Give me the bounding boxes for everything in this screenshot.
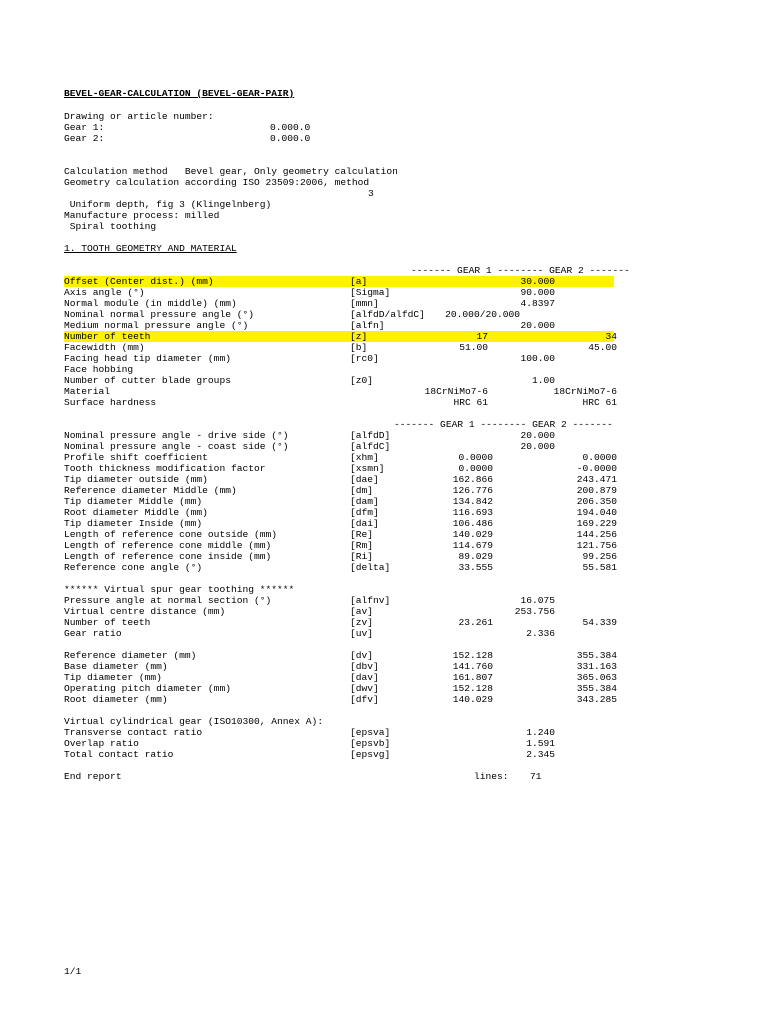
gear-column-header: ------- GEAR 1 -------- GEAR 2 -------	[394, 419, 613, 430]
method-number: 3	[368, 188, 374, 199]
row-label: Base diameter (mm)	[64, 661, 168, 672]
row-symbol: [alfdC]	[350, 441, 391, 452]
end-report: End report	[64, 771, 122, 782]
gear1-value: 51.00	[459, 342, 488, 353]
pair-value: 253.756	[514, 606, 555, 617]
row-label: Length of reference cone middle (mm)	[64, 540, 272, 551]
pair-value: 20.000	[520, 441, 555, 452]
row-symbol: [mmn]	[350, 298, 379, 309]
row-symbol: [dv]	[350, 650, 374, 661]
row-symbol: [dav]	[350, 672, 379, 683]
pair-value: 20.000	[520, 430, 555, 441]
pair-value: 20.000/20.000	[445, 309, 520, 320]
pair-value: 16.075	[520, 595, 555, 606]
row-label: Reference cone angle (°)	[64, 562, 203, 573]
gear2-value: 99.256	[582, 551, 617, 562]
gear2-value: 343.285	[576, 694, 617, 705]
row-symbol: [dfm]	[350, 507, 379, 518]
row-label: Number of teeth	[64, 331, 151, 342]
lines-label: lines:	[474, 771, 509, 782]
gear2-value: 34	[605, 331, 617, 342]
gear1-value: 140.029	[452, 694, 493, 705]
row-symbol: [rc0]	[350, 353, 379, 364]
section-heading: 1. TOOTH GEOMETRY AND MATERIAL	[64, 243, 237, 254]
row-symbol: [alfn]	[350, 320, 385, 331]
row-label: Offset (Center dist.) (mm)	[64, 276, 214, 287]
gear2-value: 169.229	[576, 518, 617, 529]
row-label: Reference diameter Middle (mm)	[64, 485, 237, 496]
gear1-value: 134.842	[452, 496, 493, 507]
row-label: Number of cutter blade groups	[64, 375, 231, 386]
gear2-value: 200.879	[576, 485, 617, 496]
row-symbol: [alfdD]	[350, 430, 391, 441]
gear1-value: 152.128	[452, 650, 493, 661]
method-line: Spiral toothing	[64, 221, 157, 232]
method-line: Calculation method Bevel gear, Only geometry calculation	[64, 166, 398, 177]
gear1-value: 141.760	[452, 661, 493, 672]
gear1-article-number: 0.000.0	[270, 122, 311, 133]
gear2-value: 0.0000	[582, 452, 617, 463]
gear2-article-number: 0.000.0	[270, 133, 311, 144]
row-symbol: [epsvg]	[350, 749, 391, 760]
lines-count: 71	[530, 771, 542, 782]
drawing-heading: Drawing or article number:	[64, 111, 214, 122]
row-symbol: [alfdD/alfdC]	[350, 309, 425, 320]
pair-value: 1.240	[526, 727, 555, 738]
cylindrical-gear-heading: Virtual cylindrical gear (ISO10300, Annex A):	[64, 716, 324, 727]
row-label: Facing head tip diameter (mm)	[64, 353, 231, 364]
row-label: Surface hardness	[64, 397, 157, 408]
pair-value: 1.591	[526, 738, 555, 749]
gear2-value: 144.256	[576, 529, 617, 540]
row-label: Normal module (in middle) (mm)	[64, 298, 237, 309]
row-label: Total contact ratio	[64, 749, 174, 760]
row-symbol: [z0]	[350, 375, 374, 386]
pair-value: 90.000	[520, 287, 555, 298]
row-label: Reference diameter (mm)	[64, 650, 197, 661]
row-label: Face hobbing	[64, 364, 134, 375]
row-label: Tooth thickness modification factor	[64, 463, 266, 474]
row-label: Nominal pressure angle - drive side (°)	[64, 430, 289, 441]
pair-value: 20.000	[520, 320, 555, 331]
gear1-value: 116.693	[452, 507, 493, 518]
row-symbol: [dam]	[350, 496, 379, 507]
row-symbol: [epsva]	[350, 727, 391, 738]
gear1-label: Gear 1:	[64, 122, 105, 133]
row-label: Material	[64, 386, 111, 397]
gear2-value: 355.384	[576, 683, 617, 694]
gear-column-header: ------- GEAR 1 -------- GEAR 2 -------	[411, 265, 630, 276]
row-symbol: [Ri]	[350, 551, 374, 562]
gear1-value: 152.128	[452, 683, 493, 694]
gear1-value: 161.807	[452, 672, 493, 683]
gear1-value: 89.029	[458, 551, 493, 562]
method-line: Uniform depth, fig 3 (Klingelnberg)	[64, 199, 272, 210]
row-label: Root diameter (mm)	[64, 694, 168, 705]
row-symbol: [Re]	[350, 529, 374, 540]
pair-value: 100.00	[520, 353, 555, 364]
row-label: Medium normal pressure angle (°)	[64, 320, 249, 331]
gear2-value: 194.040	[576, 507, 617, 518]
gear1-value: 114.679	[452, 540, 493, 551]
row-symbol: [epsvb]	[350, 738, 391, 749]
pair-value: 1.00	[531, 375, 555, 386]
gear2-value: 54.339	[582, 617, 617, 628]
gear1-value: 0.0000	[458, 463, 493, 474]
row-symbol: [z]	[350, 331, 368, 342]
gear2-value: 55.581	[582, 562, 617, 573]
row-symbol: [b]	[350, 342, 368, 353]
gear1-value: 23.261	[458, 617, 493, 628]
row-symbol: [zv]	[350, 617, 374, 628]
gear2-value: 45.00	[588, 342, 617, 353]
row-symbol: [xhm]	[350, 452, 379, 463]
pair-value: 30.000	[520, 276, 555, 287]
row-label: Axis angle (°)	[64, 287, 145, 298]
row-label: Facewidth (mm)	[64, 342, 145, 353]
row-label: Pressure angle at normal section (°)	[64, 595, 272, 606]
row-label: Nominal pressure angle - coast side (°)	[64, 441, 289, 452]
row-symbol: [dwv]	[350, 683, 379, 694]
row-label: Root diameter Middle (mm)	[64, 507, 208, 518]
row-symbol: [Rm]	[350, 540, 374, 551]
row-label: Tip diameter Inside (mm)	[64, 518, 203, 529]
page-title: BEVEL-GEAR-CALCULATION (BEVEL-GEAR-PAIR)	[64, 88, 295, 99]
gear2-value: 331.163	[576, 661, 617, 672]
gear2-value: 365.063	[576, 672, 617, 683]
gear2-value: -0.0000	[576, 463, 617, 474]
row-label: Transverse contact ratio	[64, 727, 203, 738]
method-line: Geometry calculation according ISO 23509:2006, method	[64, 177, 370, 188]
gear2-value: HRC 61	[582, 397, 617, 408]
gear1-value: 33.555	[458, 562, 493, 573]
gear1-value: 18CrNiMo7-6	[424, 386, 488, 397]
row-symbol: [a]	[350, 276, 368, 287]
row-symbol: [Sigma]	[350, 287, 391, 298]
row-label: Length of reference cone inside (mm)	[64, 551, 272, 562]
row-label: Number of teeth	[64, 617, 151, 628]
gear2-value: 206.350	[576, 496, 617, 507]
method-line: Manufacture process: milled	[64, 210, 220, 221]
row-symbol: [dfv]	[350, 694, 379, 705]
row-label: Tip diameter (mm)	[64, 672, 162, 683]
row-symbol: [xsmn]	[350, 463, 385, 474]
gear1-value: 0.0000	[458, 452, 493, 463]
row-symbol: [dae]	[350, 474, 379, 485]
row-symbol: [alfnv]	[350, 595, 391, 606]
row-symbol: [delta]	[350, 562, 391, 573]
gear2-value: 18CrNiMo7-6	[553, 386, 617, 397]
page-number: 1/1	[64, 966, 82, 977]
row-label: Length of reference cone outside (mm)	[64, 529, 278, 540]
pair-value: 2.345	[526, 749, 555, 760]
row-symbol: [uv]	[350, 628, 374, 639]
row-label: Operating pitch diameter (mm)	[64, 683, 231, 694]
row-symbol: [av]	[350, 606, 374, 617]
row-label: Gear ratio	[64, 628, 122, 639]
virtual-spur-heading: ****** Virtual spur gear toothing ******	[64, 584, 295, 595]
row-symbol: [dbv]	[350, 661, 379, 672]
gear2-value: 121.756	[576, 540, 617, 551]
gear1-value: HRC 61	[453, 397, 488, 408]
row-symbol: [dm]	[350, 485, 374, 496]
gear1-value: 140.029	[452, 529, 493, 540]
row-label: Nominal normal pressure angle (°)	[64, 309, 254, 320]
row-label: Overlap ratio	[64, 738, 139, 749]
gear1-value: 126.776	[452, 485, 493, 496]
gear1-value: 106.486	[452, 518, 493, 529]
gear2-value: 243.471	[576, 474, 617, 485]
row-label: Virtual centre distance (mm)	[64, 606, 226, 617]
row-label: Tip diameter Middle (mm)	[64, 496, 203, 507]
gear2-value: 355.384	[576, 650, 617, 661]
row-label: Tip diameter outside (mm)	[64, 474, 208, 485]
row-label: Profile shift coefficient	[64, 452, 208, 463]
gear1-value: 17	[476, 331, 488, 342]
pair-value: 4.8397	[520, 298, 555, 309]
gear1-value: 162.866	[452, 474, 493, 485]
pair-value: 2.336	[526, 628, 555, 639]
row-symbol: [dai]	[350, 518, 379, 529]
gear2-label: Gear 2:	[64, 133, 105, 144]
